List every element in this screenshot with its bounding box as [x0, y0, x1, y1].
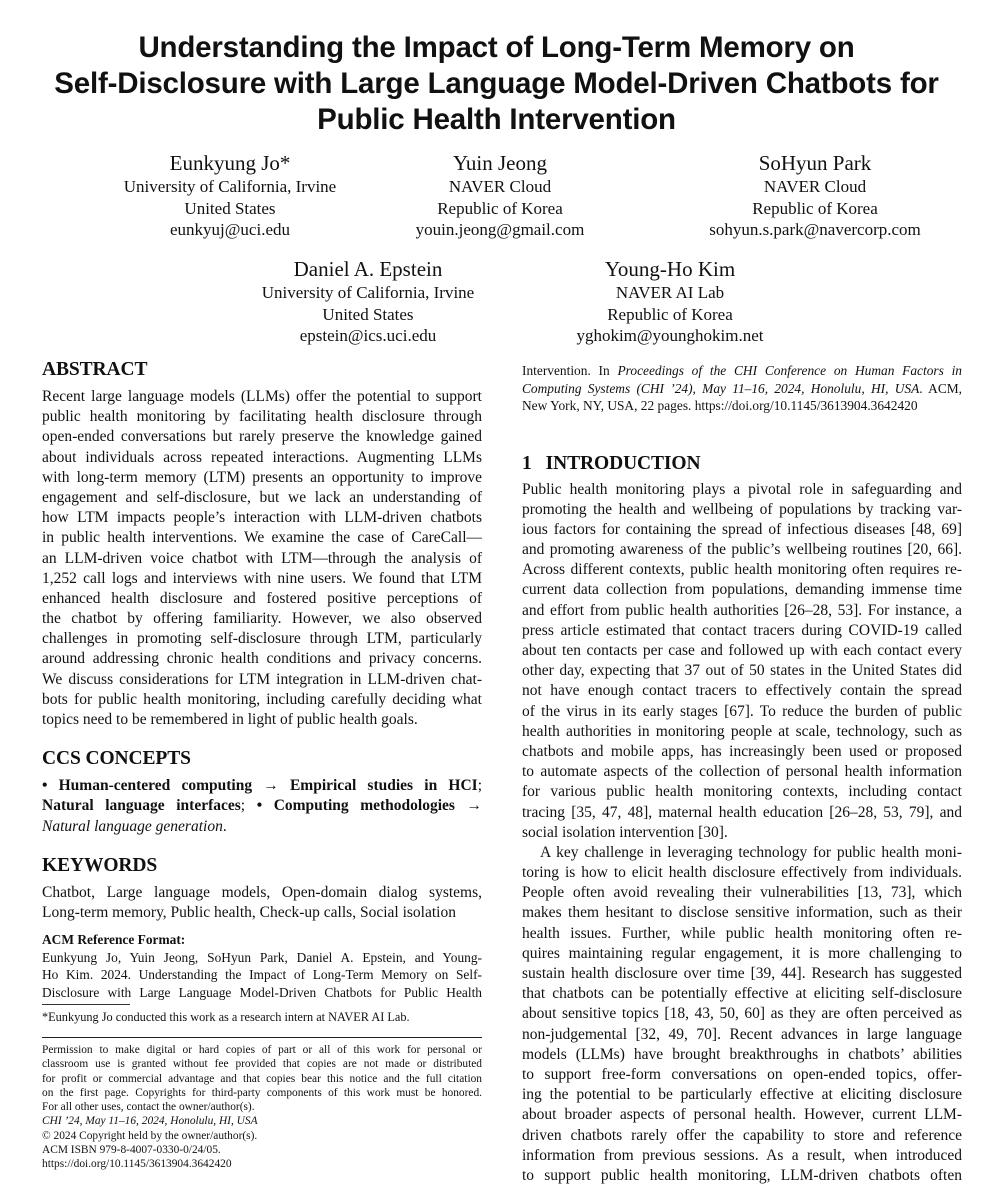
keywords-heading: KEYWORDS: [42, 854, 158, 876]
ccs-concept: • Human-centered computing → Empirical studies in HCI: [42, 777, 478, 795]
author-block: [360, 150, 640, 241]
author-email: youin.jeong@gmail.com: [415, 220, 585, 239]
separator: ;: [240, 797, 257, 815]
text-line: Chatbot, Large language models, Open-domain dialog systems,: [42, 883, 482, 901]
text-line: toring is how to elicit health disclosure effectively from individuals.: [522, 864, 962, 882]
author-affiliation: University of California, Irvine: [261, 283, 475, 302]
isbn-line: ACM ISBN 979-8-4007-0330-0/24/05.: [42, 1144, 221, 1157]
text-line: classroom use is granted without fee provided that copies are not made or distributed: [42, 1058, 482, 1071]
text-line: for profit or commercial advantage and that copies bear this notice and the full citation: [42, 1072, 482, 1085]
author-name: Yuin Jeong: [453, 151, 547, 175]
author-affiliation: NAVER AI Lab: [615, 283, 725, 302]
permission-block: [42, 1043, 482, 1172]
text-line: to support free-form conversations on open-ended topics, offer-: [522, 1065, 962, 1083]
text-line: driven chatbots rarely offer the capability to store and reference: [522, 1126, 962, 1144]
ccs-concept: • Computing methodologies →: [256, 797, 482, 815]
ccs-heading: CCS CONCEPTS: [42, 748, 191, 770]
text-line: about sensitive topics [18, 43, 50, 60] as they are often perceived as: [522, 1005, 962, 1023]
acm-reference-label: ACM Reference Format:: [42, 932, 186, 948]
text-line: A key challenge in leveraging technology for public health moni-: [540, 843, 962, 861]
author-block: [215, 256, 521, 347]
text-line: and promoting awareness of the public’s wellbeing routines [20, 66].: [522, 541, 962, 559]
abstract-text: [42, 387, 482, 730]
text-line: on the first page. Copyrights for third-party components of this work must be honored.: [42, 1086, 482, 1099]
text-line: Permission to make digital or hard copies of part or all of this work for personal or: [42, 1044, 482, 1056]
text-line: models (LLMs) have brought breakthroughs in chatbots’ abilities: [522, 1045, 962, 1063]
author-email: sohyun.s.park@navercorp.com: [709, 220, 921, 239]
author-email: yghokim@younghokim.net: [576, 326, 764, 345]
footnote-text: *Eunkyung Jo conducted this work as a research intern at NAVER AI Lab.: [42, 1010, 410, 1024]
copyright-line: © 2024 Copyright held by the owner/author(s).: [42, 1129, 258, 1142]
text-line: ing the potential to be particularly effective at eliciting disclosure: [522, 1086, 962, 1104]
right-column: [522, 362, 962, 1186]
author-block: [520, 256, 820, 347]
acm-reference-continued: [522, 362, 962, 415]
text-line: other day, expecting that 37 out of 50 states in the United States did: [522, 662, 962, 680]
footnote: [42, 1010, 482, 1025]
text-line: challenges in promoting self-disclosure through LTM, particularly: [42, 630, 482, 648]
text-line: to automate aspects of the collection of personal health information: [522, 763, 962, 781]
text-line: 1,252 call logs and interviews with nine users. We found that LTM: [42, 569, 482, 587]
text-line: People often avoid revealing their vulnerabilities [13, 73], which: [522, 884, 962, 902]
text-fragment: . ACM,: [919, 380, 963, 396]
author-name: SoHyun Park: [758, 151, 872, 175]
text-line: For all other uses, contact the owner/author(s).: [42, 1101, 255, 1114]
keywords-text: [42, 883, 482, 923]
abstract-heading: ABSTRACT: [42, 359, 148, 380]
text-line: [522, 362, 962, 380]
ccs-concept: Natural language interfaces: [42, 797, 241, 815]
left-column: [42, 358, 482, 1001]
text-line: health issues. Further, while public health monitoring often re-: [522, 924, 962, 942]
separator: .: [222, 817, 227, 835]
doi-line: https://doi.org/10.1145/3613904.3642420: [42, 1158, 232, 1171]
text-line: [42, 817, 482, 837]
author-affiliation: NAVER Cloud: [448, 177, 552, 196]
author-name: Daniel A. Epstein: [293, 257, 443, 281]
text-line: to support public health monitoring, LLM-driven chatbots often: [522, 1166, 962, 1184]
text-line: engagement and self-disclosure, but we lack an understanding of: [42, 488, 482, 506]
text-line: chatbots and mobile apps, has increasingly been used or proposed: [522, 742, 962, 760]
text-line: makes them hesitant to disclose sensitive information, such as their: [522, 904, 962, 922]
text-line: the chatbot by offering familiarity. However, we also observed: [42, 610, 482, 628]
text-line: [42, 776, 482, 796]
text-line: Public health monitoring plays a pivotal role in safeguarding and: [522, 480, 962, 498]
title-line: Self-Disclosure with Large Language Model-Driven Chatbots for: [54, 67, 939, 100]
text-line: about ten contacts per case and followed up with each contact every: [522, 642, 962, 659]
text-line: non-judgemental [32, 49, 70]. Recent advances in large language: [522, 1025, 962, 1043]
text-line: Across different contexts, public health monitoring often requires re-: [522, 561, 962, 579]
text-line: how LTM impacts people’s interaction with LLM-driven chatbots: [42, 509, 482, 527]
text-line: ious factors for containing the spread of infectious diseases [48, 69]: [522, 520, 962, 538]
text-line: open-ended conversations but rarely preserve the knowledge gained: [42, 428, 482, 446]
author-name: Young-Ho Kim: [604, 257, 736, 281]
author-affiliation: University of California, Irvine: [123, 177, 337, 196]
text-line: promoting the health and wellbeing of populations by tracking var-: [522, 500, 962, 518]
text-line: [42, 796, 482, 816]
text-line: that chatbots can be potentially effective at eliciting self-disclosure: [522, 985, 962, 1003]
ccs-concept: Natural language generation: [42, 817, 223, 835]
author-country: Republic of Korea: [752, 198, 878, 218]
author-block: [80, 150, 380, 241]
text-line: Ho Kim. 2024. Understanding the Impact of Long-Term Memory on Self-: [42, 967, 482, 983]
intro-paragraph-2: [522, 843, 962, 1186]
author-country: Republic of Korea: [607, 304, 733, 324]
text-line: sustain health disclosure over time [39, 44]. Research has suggested: [522, 965, 962, 982]
text-line: an LLM-driven voice chatbot with LTM—through the analysis of: [42, 549, 482, 567]
ccs-text: [42, 776, 482, 837]
title-line: Public Health Intervention: [317, 103, 676, 136]
section-title: INTRODUCTION: [545, 452, 701, 474]
text-line: current data collection from populations, demanding immense time: [522, 581, 962, 599]
text-line: in public health interventions. We examine the case of CareCall—: [42, 529, 482, 547]
text-line: around addressing chronic health conditions and privacy concerns.: [42, 650, 482, 668]
text-line: health authorities in monitoring people at scale, technology, such as: [522, 722, 962, 740]
author-country: United States: [322, 304, 414, 324]
text-line: Long-term memory, Public health, Check-up calls, Social isolation: [42, 903, 456, 921]
author-country: Republic of Korea: [437, 198, 563, 218]
footnote-rule: [42, 1004, 130, 1005]
text-line: not have enough contact tracers to effectively contain the spread: [522, 682, 962, 700]
acm-reference: [42, 931, 482, 1001]
text-line: and effort from public health authorities [26–28, 53]. For instance, a: [522, 601, 962, 619]
section-number: 1: [522, 452, 532, 474]
text-line: for various public health monitoring contexts, including contact: [522, 783, 962, 801]
intro-paragraph-1: [522, 480, 962, 843]
text-line: Disclosure with Large Language Model-Driven Chatbots for Public Health: [42, 984, 482, 1000]
introduction-heading: [522, 452, 962, 476]
text-line: information from previous sessions. As a result, when introduced: [522, 1146, 962, 1164]
text-line: Eunkyung Jo, Yuin Jeong, SoHyun Park, Daniel A. Epstein, and Young-: [42, 949, 482, 965]
text-line: topics need to be remembered in light of public health goals.: [42, 711, 418, 728]
title-line: Understanding the Impact of Long-Term Memory on: [138, 31, 855, 64]
permission-rule: [42, 1037, 482, 1038]
text-line: with long-term memory (LTM) presents an opportunity to improve: [42, 468, 482, 486]
text-line: public health monitoring by facilitating health disclosure through: [42, 408, 482, 426]
paper-title: [30, 30, 963, 138]
text-line: about individuals across repeated interactions. Augmenting LLMs: [42, 448, 482, 466]
author-name: Eunkyung Jo*: [169, 151, 291, 175]
text-line: press article estimated that contact tracers during COVID-19 called: [522, 621, 962, 639]
text-line: tracing [35, 47, 48], maternal health education [26–28, 53, 79], and: [522, 803, 962, 821]
author-country: United States: [184, 198, 276, 218]
venue-line: CHI ’24, May 11–16, 2024, Honolulu, HI, USA: [42, 1115, 258, 1128]
text-fragment: Proceedings of the CHI Conference on Human Factors in: [617, 363, 963, 378]
text-line: Recent large language models (LLMs) offer the potential to support: [42, 388, 482, 405]
text-line: social isolation intervention [30].: [522, 823, 728, 841]
separator: ;: [477, 777, 482, 795]
text-line: of the virus in its early stages [67]. To reduce the burden of public: [522, 702, 962, 720]
author-email: eunkyuj@uci.edu: [170, 220, 290, 239]
text-line: bots for public health monitoring, including carefully deciding what: [42, 690, 482, 708]
text-line: [522, 380, 962, 398]
text-fragment: Intervention. In: [522, 363, 618, 378]
text-line: We discuss considerations for LTM integration in LLM-driven chat-: [42, 670, 482, 688]
text-line: quires maintaining regular engagement, it is more challenging to: [522, 944, 962, 962]
author-email: epstein@ics.uci.edu: [299, 326, 437, 345]
author-block: [665, 150, 965, 241]
text-line: about broader aspects of personal health. However, current LLM-: [522, 1106, 962, 1124]
author-affiliation: NAVER Cloud: [763, 177, 867, 196]
text-line: enhanced health disclosure and fostered positive perceptions of: [42, 589, 482, 607]
text-fragment: Computing Systems (CHI ’24), May 11–16, 2024, Honolulu, HI, USA: [522, 380, 920, 396]
text-line: New York, NY, USA, 22 pages. https://doi.org/10.1145/3613904.3642420: [522, 398, 918, 413]
